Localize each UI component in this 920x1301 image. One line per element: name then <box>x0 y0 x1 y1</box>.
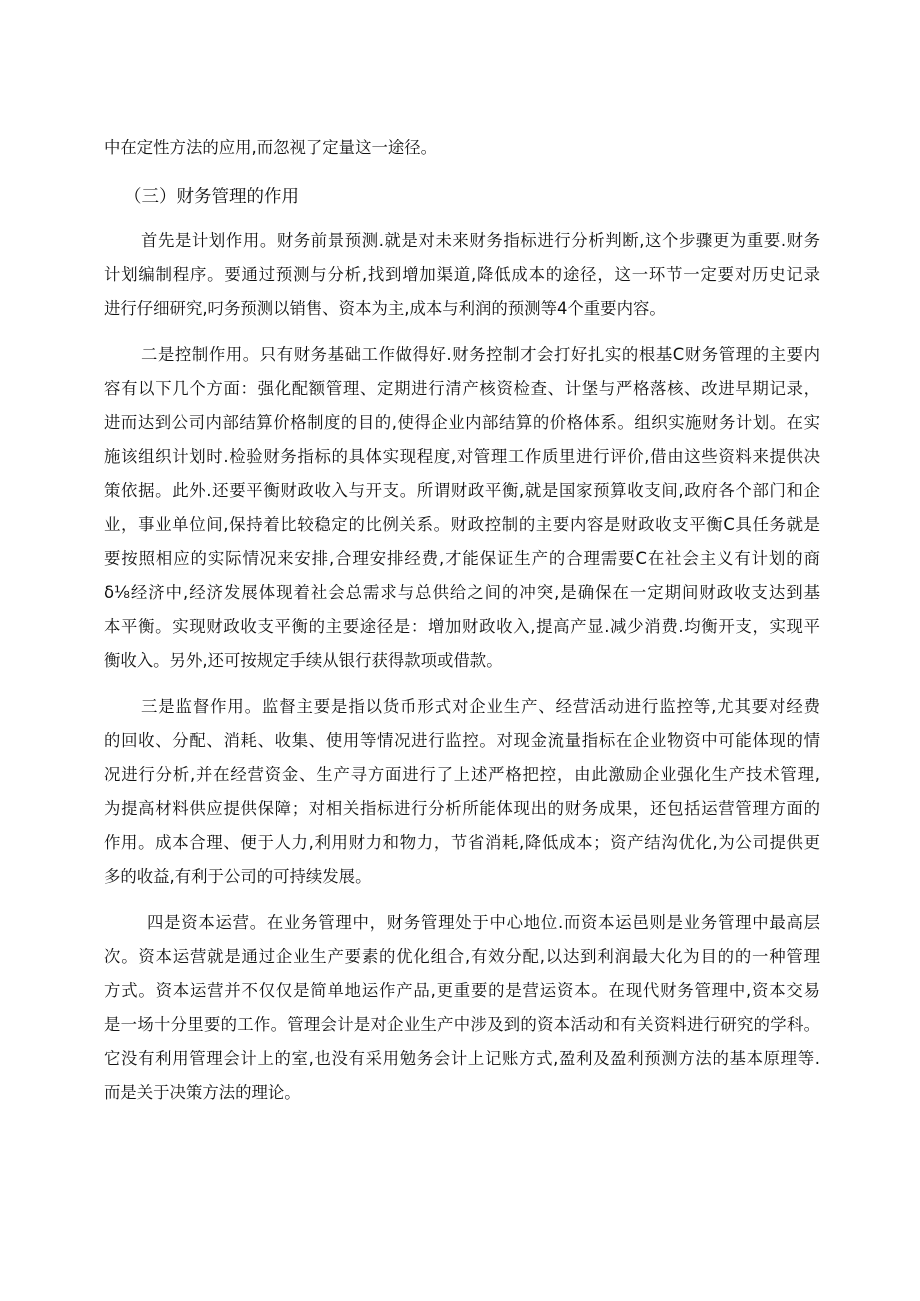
text-line: 衡收入。另外,还可按规定手续从银行获得款项或借款。 <box>104 651 503 670</box>
text-line: δ⅛经济中,经济发展体现着社会总需求与总供给之间的冲突,是确保在一定期间财政收支达到基 <box>104 583 820 602</box>
text-line: 方式。资本运营并不仅仅是简单地运作产品,更重要的是营运资本。在现代财务管理中,资本交易 <box>104 981 820 1000</box>
text-line: 作用。成本合理、便于人力,利用财力和物力，节省消耗,降低成本；资产结沟优化,为公司提供更 <box>104 833 820 852</box>
text-line-continuation: 中在定性方法的应用,而忽视了定量这一途径。 <box>104 138 438 157</box>
section-heading: （三）财务管理的作用 <box>124 187 299 207</box>
text-line: 本平衡。实现财政收支平衡的主要途径是：增加财政收入,提高产显.减少消费.均衡开支，实现平 <box>104 617 820 636</box>
text-line: 三是监督作用。监督主要是指以货币形式对企业生产、经营活动进行监控等,尤其要对经费 <box>141 697 820 716</box>
text-line: 计划编制程序。要通过预测与分析,找到增加渠道,降低成本的途径，这一环节一定要对历史记录 <box>104 265 820 284</box>
text-line: 况进行分析,并在经营资金、生产寻方面进行了上述严格把控，由此激励企业强化生产技术管理, <box>104 765 820 784</box>
text-line: 二是控制作用。只有财务基础工作做得好.财务控制才会打好扎实的根基C财务管理的主要内 <box>141 345 820 364</box>
text-line: 多的收益,有利于公司的可持续发展。 <box>104 867 372 886</box>
text-line: 次。资本运营就是通过企业生产要素的优化组合,有效分配,以达到利润最大化为目的的一种管理 <box>104 947 820 966</box>
text-line: 四是资本运营。在业务管理中，财务管理处于中心地位.而资本运邑则是业务管理中最高层 <box>147 913 820 932</box>
text-line: 而是关于决策方法的理论。 <box>104 1083 301 1102</box>
text-line: 进行仔细研究,叼务预测以销售、资本为主,成本与利润的预测等4个重要内容。 <box>104 299 666 318</box>
text-line: 策依据。此外.还要平衡财政收入与开支。所谓财政平衡,就是国家预算收支间,政府各个部门和企 <box>104 481 820 500</box>
text-line: 要按照相应的实际情况来安排,合理安排经费,才能保证生产的合理需要C在社会主义有计划的商 <box>104 549 820 568</box>
text-line: 施该组织计划时.检验财务指标的具体实现程度,对管理工作质里进行评价,借由这些资料来提供决 <box>104 447 820 466</box>
text-line: 首先是计划作用。财务前景预测.就是对未来财务指标进行分析判断,这个步骤更为重要.财务 <box>141 231 820 250</box>
text-line: 为提高材料供应提供保障；对相关指标进行分析所能体现出的财务成果，还包括运营管理方面的 <box>104 799 820 818</box>
text-line: 业，事业单位间,保持着比较稳定的比例关系。财政控制的主要内容是财政收支平衡C具任务就是 <box>104 515 820 534</box>
text-line: 的回收、分配、消耗、收集、使用等情况进行监控。对现金流量指标在企业物资中可能体现的情 <box>104 731 820 750</box>
text-line: 进而达到公司内部结算价格制度的目的,使得企业内部结算的价格体系。组织实施财务计划。在实 <box>104 413 820 432</box>
text-line: 是一场十分里要的工作。管理会计是对企业生产中涉及到的资本活动和有关资料进行研究的学科。 <box>104 1015 820 1034</box>
text-line: 容有以下几个方面：强化配额管理、定期进行清产核资检查、计堡与严格落核、改进早期记录， <box>104 379 820 398</box>
text-line: 它没有利用管理会计上的室,也没有采用勉务会计上记账方式,盈利及盈利预测方法的基本原理等. <box>104 1049 820 1068</box>
